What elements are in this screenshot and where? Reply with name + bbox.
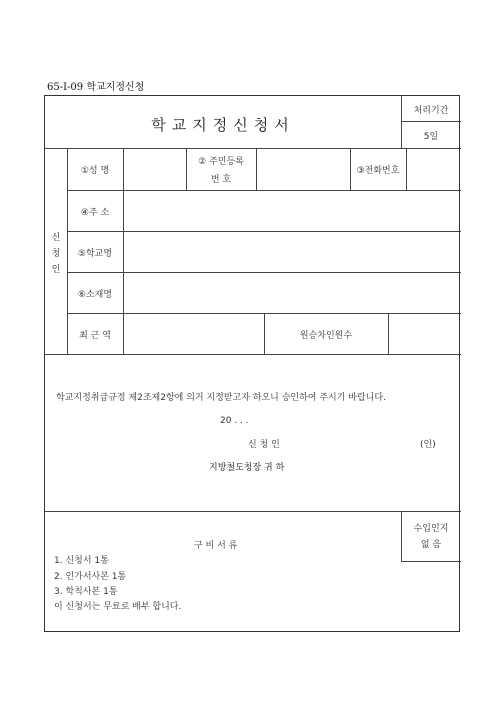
free-distribution-note: 이 신청서는 무료로 배부 합니다. bbox=[54, 602, 182, 612]
school-name-field[interactable] bbox=[123, 231, 461, 272]
address-label: ④주 소 bbox=[80, 208, 110, 218]
applicant-signature-line: 신 청 인 bbox=[248, 440, 280, 450]
passenger-count-label: 원승차인원수 bbox=[299, 331, 353, 341]
school-name-label: ⑤학교명 bbox=[77, 249, 113, 259]
form-title: 학교지정신청서 bbox=[151, 116, 295, 134]
document-item-1: 1. 신청서 1통 bbox=[54, 556, 109, 566]
revenue-stamp-value: 없 음 bbox=[420, 540, 442, 550]
required-documents-heading: 구 비 서 류 bbox=[194, 541, 238, 551]
rrn-field[interactable] bbox=[256, 148, 350, 190]
nearest-station-label: 최 근 역 bbox=[79, 331, 111, 341]
address-field[interactable] bbox=[123, 190, 461, 231]
passenger-count-field[interactable] bbox=[388, 313, 461, 354]
addressee: 지방철도청장 귀 하 bbox=[209, 463, 285, 473]
location-field[interactable] bbox=[123, 272, 461, 313]
name-field[interactable] bbox=[123, 148, 186, 190]
processing-period-label: 처리기간 bbox=[413, 106, 449, 116]
request-statement: 학교지정취급규정 제2조제2항에 의거 지정받고자 하오니 승인하여 주시기 바랍니다. bbox=[56, 393, 386, 403]
document-item-2: 2. 인가서사본 1통 bbox=[54, 572, 127, 582]
form-frame bbox=[44, 95, 460, 632]
date-line: 20 . . . bbox=[220, 416, 249, 426]
rrn-label-line1: ② 주민등록 bbox=[198, 157, 244, 167]
phone-label: ③전화번호 bbox=[356, 166, 400, 176]
document-item-3: 3. 학칙사본 1통 bbox=[54, 587, 118, 597]
revenue-stamp-label: 수입인지 bbox=[413, 524, 449, 534]
seal-mark: (인) bbox=[420, 440, 436, 450]
nearest-station-field[interactable] bbox=[123, 313, 264, 354]
applicant-group-label: 신청인 bbox=[51, 233, 61, 275]
processing-period-value: 5일 bbox=[423, 132, 439, 142]
document-code: 65-Ⅰ-09 학교지정신청 bbox=[47, 82, 145, 93]
name-label: ①성 명 bbox=[80, 166, 110, 176]
location-label: ⑥소재명 bbox=[77, 290, 113, 300]
phone-field[interactable] bbox=[406, 148, 461, 190]
rrn-label-line2: 번 호 bbox=[210, 175, 232, 185]
